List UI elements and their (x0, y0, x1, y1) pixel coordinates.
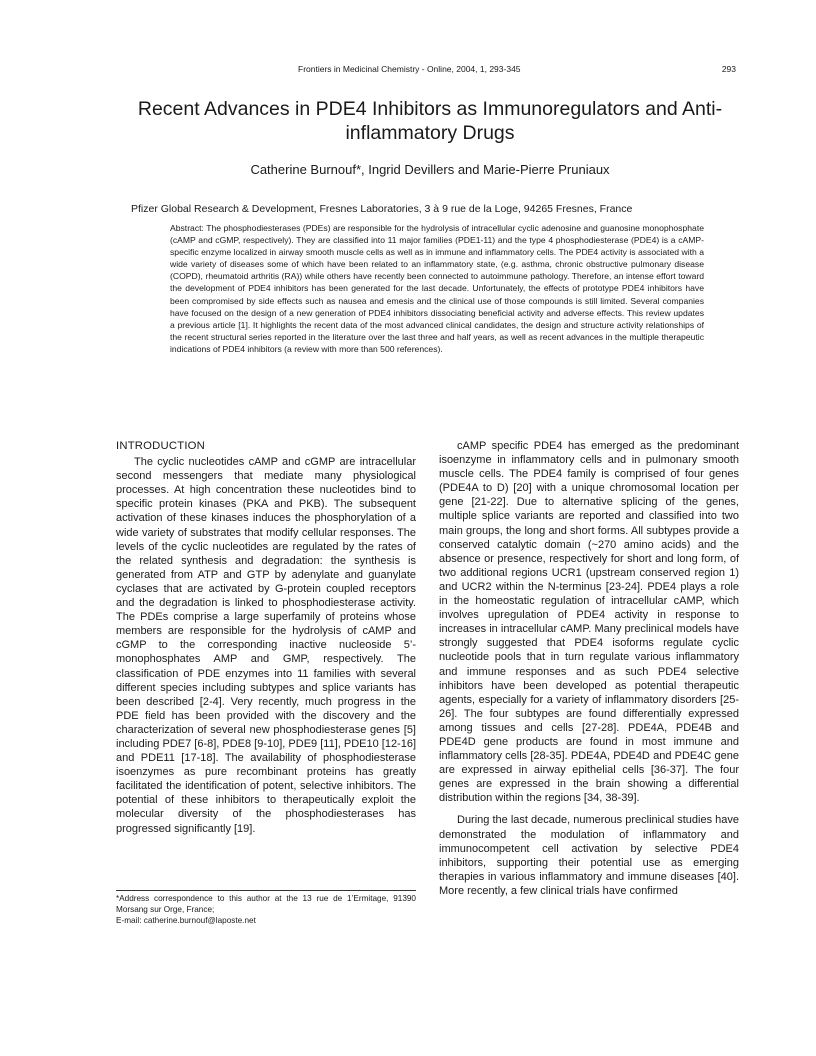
author-list: Catherine Burnouf*, Ingrid Devillers and Marie-Pierre Pruniaux (250, 162, 610, 177)
left-column (116, 439, 416, 836)
footnote-email: E-mail: catherine.burnouf@laposte.net (116, 916, 256, 925)
body-paragraph: The cyclic nucleotides cAMP and cGMP are intracellular second messengers that mediate many physiological processes. At high concentration these nucleotides bind to specific protein kinases (PKA and PKB). The subsequent activation of these kinases induces the phosphorylation of a wide variety of substrates that modify cellular responses. The levels of the cyclic nucleotides are regulated by the rates of the related synthesis and degradation: the synthesis is generated from ATP and GTP by adenylate and guanylate cyclases that are activated by G-protein coupled receptors and the degradation is linked to phosphodiesterase activity. The PDEs comprise a large superfamily of proteins whose members are responsible for the hydrolysis of cAMP and cGMP to the corresponding inactive nucleoside 5’-monophosphates AMP and GMP, respectively. The classification of PDE enzymes into 11 families with several different species including subtypes and splice variants has been described [2-4]. Very recently, much progress in the PDE field has been provided with the discovery and the characterization of several new phosphodiesterase genes [5] including PDE7 [6-8], PDE8 [9-10], PDE9 [11], PDE10 [12-16] and PDE11 [17-18]. The availability of phosphodiesterase isoenzymes as pure recombinant proteins has greatly facilitated the identification of potent, selective inhibitors. The potential of these inhibitors to therapeutically exploit the molecular diversity of the phosphodiesterases has progressed significantly [19]. (116, 456, 417, 835)
page-number: 293 (721, 64, 736, 74)
body-paragraph: During the last decade, numerous preclinical studies have demonstrated the modulation of inflammatory and immunocompetent cell activation by selective PDE4 inhibitors, supporting their potential use as emerging therapies in various inflammatory and immune diseases [40]. More recently, a few clinical trials have confirmed (439, 814, 739, 897)
section-heading-introduction: INTRODUCTION (116, 440, 206, 452)
abstract: Abstract: The phosphodiesterases (PDEs) are responsible for the hydrolysis of intracellular cyclic adenosine and guanosine monophosphate (cAMP and cGMP, respectively). They are classified into 11 major families (PDE1-11) and the type 4 phosphodiesterase (PDE4) is a cAMP-specific enzyme localized in airway smooth muscle cells as well as in immune and inflammatory cells. The PDE4 activity is associated with a wide variety of diseases some of which have been related to an inflammatory state, (e.g. asthma, chronic obstructive pulmonary disease (COPD), rheumatoid arthritis (RA)) while others have recently been connected to autoimmune pathology. Therefore, an intense effort toward the development of PDE4 inhibitors has been generated for the last decade. Unfortunately, the effects of prototype PDE4 inhibitors have been compromised by side effects such as nausea and emesis and the clinical use of those compounds is still limited. Several companies have focused on the design of a new generation of PDE4 inhibitors dissociating beneficial activity and adverse effects. This review updates a previous article [1]. It highlights the recent data of the most advanced clinical candidates, the design and structure activity relationships of the recent structural series reported in the literature over the last three and half years, as well as recent advances in the multiple therapeutic indications of PDE4 inhibitors (a review with more than 500 references). (170, 223, 704, 354)
footnote-divider (116, 890, 416, 891)
body-paragraph: cAMP specific PDE4 has emerged as the predominant isoenzyme in inflammatory cells and in pulmonary smooth muscle cells. The PDE4 family is comprised of four genes (PDE4A to D) [20] with a unique chromosomal location per gene [21-22]. Due to alternative splicing of the genes, multiple splice variants are reported and classified into two main groups, the long and short forms. All subtypes provide a conserved catalytic domain (~270 amino acids) and the absence or presence, respectively for short and long form, of two additional regions UCR1 (upstream conserved region 1) and UCR2 within the N-terminus [23-24]. PDE4 plays a role in the homeostatic regulation of intracellular cAMP, which involves upregulation of PDE4 activity in response to increases in intracellular cAMP. Many preclinical models have strongly suggested that PDE4 isoforms regulate cyclic nucleotide pools that in turn regulate various inflammatory and immune responses and as such PDE4 selective inhibitors have been developed as potential therapeutic agents, especially for a variety of inflammatory disorders [25-26]. The four subtypes are found differentially expressed among tissues and cells [27-28]. PDE4A, PDE4B and PDE4D gene products are found in most immune and inflammatory cells [28-35]. PDE4A, PDE4D and PDE4C gene are expressed in airway epithelial cells [36-37]. The four genes are expressed in the brain showing a differential distribution within the regions [34, 38-39]. (439, 440, 739, 805)
footnote-address: *Address correspondence to this author at the 13 rue de 1’Ermitage, 91390 Morsang sur Orge, France; (116, 894, 416, 914)
article-title: Recent Advances in PDE4 Inhibitors as Immunoregulators and Anti-inflammatory Drugs (137, 98, 723, 144)
right-column (439, 439, 739, 898)
author-affiliation: Pfizer Global Research & Development, Fresnes Laboratories, 3 à 9 rue de la Loge, 94265 Fresnes, France (131, 203, 633, 215)
journal-citation: Frontiers in Medicinal Chemistry - Online, 2004, 1, 293-345 (298, 64, 521, 74)
correspondence-footnote (116, 893, 416, 926)
